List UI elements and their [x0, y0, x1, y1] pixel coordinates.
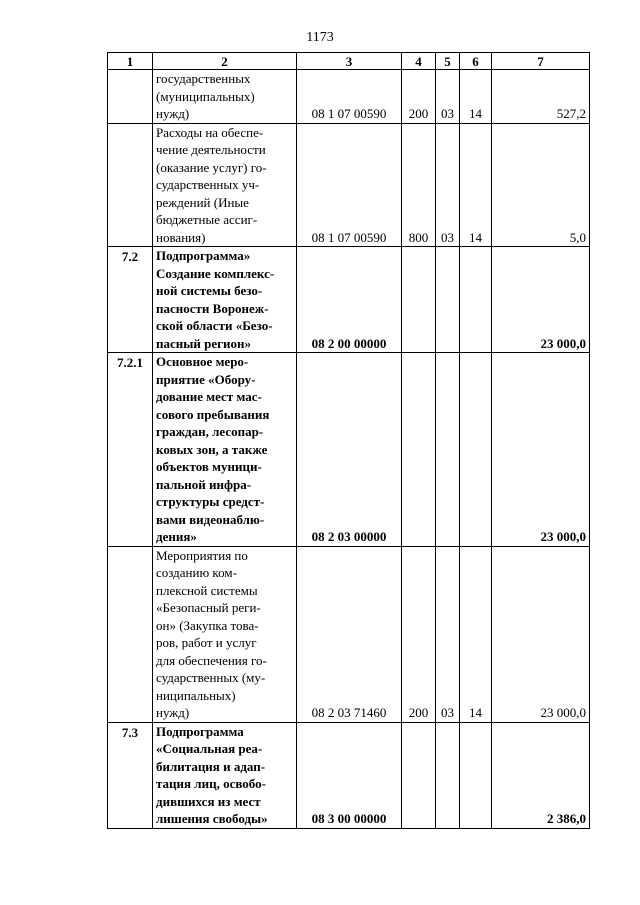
table-row [108, 353, 590, 547]
row-name: государственных (муниципальных) нужд) [153, 70, 297, 124]
header-cell: 3 [297, 53, 402, 70]
row-col5 [436, 353, 460, 547]
row-number: 7.3 [108, 722, 153, 828]
row-col5: 03 [436, 123, 460, 247]
row-col5: 03 [436, 546, 460, 722]
row-amount: 23 000,0 [492, 247, 590, 353]
row-col5: 03 [436, 70, 460, 124]
row-number [108, 70, 153, 124]
row-amount: 2 386,0 [492, 722, 590, 828]
row-number: 7.2 [108, 247, 153, 353]
row-col4 [402, 353, 436, 547]
row-amount: 5,0 [492, 123, 590, 247]
row-code: 08 3 00 00000 [297, 722, 402, 828]
header-cell: 2 [153, 53, 297, 70]
table-row [108, 546, 590, 722]
row-col6: 14 [460, 123, 492, 247]
row-name: Расходы на обеспе- чение деятельности (оказание услуг) го- сударственных уч- реждений (Иные бюджетные ассиг- нования) [153, 123, 297, 247]
row-col4: 800 [402, 123, 436, 247]
row-code: 08 2 03 71460 [297, 546, 402, 722]
row-col4 [402, 722, 436, 828]
header-cell: 1 [108, 53, 153, 70]
row-name: Подпрограмма «Социальная реа- билитация и адап- тация лиц, освобо- дившихся из мест лишения свободы» [153, 722, 297, 828]
row-code: 08 2 00 00000 [297, 247, 402, 353]
row-col5 [436, 247, 460, 353]
row-amount: 527,2 [492, 70, 590, 124]
row-col4: 200 [402, 546, 436, 722]
table-row [108, 123, 590, 247]
row-name: Основное меро- приятие «Обору- дование мест мас- сового пребывания граждан, лесопар- ковых зон, а также объектов муници- пальной инфра- структуры средст- вами видеонаблю- дения» [153, 353, 297, 547]
header-cell: 4 [402, 53, 436, 70]
row-col4 [402, 247, 436, 353]
row-number [108, 546, 153, 722]
row-name: Мероприятия по созданию ком- плексной системы «Безопасный реги- он» (Закупка това- ров, работ и услуг для обеспечения го- сударственных (му- ниципальных) нужд) [153, 546, 297, 722]
header-cell: 6 [460, 53, 492, 70]
header-cell: 5 [436, 53, 460, 70]
row-col4: 200 [402, 70, 436, 124]
row-amount: 23 000,0 [492, 546, 590, 722]
row-code: 08 2 03 00000 [297, 353, 402, 547]
table-row [108, 247, 590, 353]
row-code: 08 1 07 00590 [297, 70, 402, 124]
table-row [108, 722, 590, 828]
row-number [108, 123, 153, 247]
budget-table [107, 52, 590, 829]
row-code: 08 1 07 00590 [297, 123, 402, 247]
row-col6 [460, 247, 492, 353]
table-row [108, 70, 590, 124]
page-number: 1173 [306, 30, 334, 45]
row-name: Подпрограмма» Создание комплекс- ной системы безо- пасности Воронеж- ской области «Безо- пасный регион» [153, 247, 297, 353]
row-col6: 14 [460, 546, 492, 722]
header-cell: 7 [492, 53, 590, 70]
row-col6 [460, 722, 492, 828]
row-number: 7.2.1 [108, 353, 153, 547]
row-col6: 14 [460, 70, 492, 124]
row-col5 [436, 722, 460, 828]
row-amount: 23 000,0 [492, 353, 590, 547]
header-row [108, 53, 590, 70]
row-col6 [460, 353, 492, 547]
